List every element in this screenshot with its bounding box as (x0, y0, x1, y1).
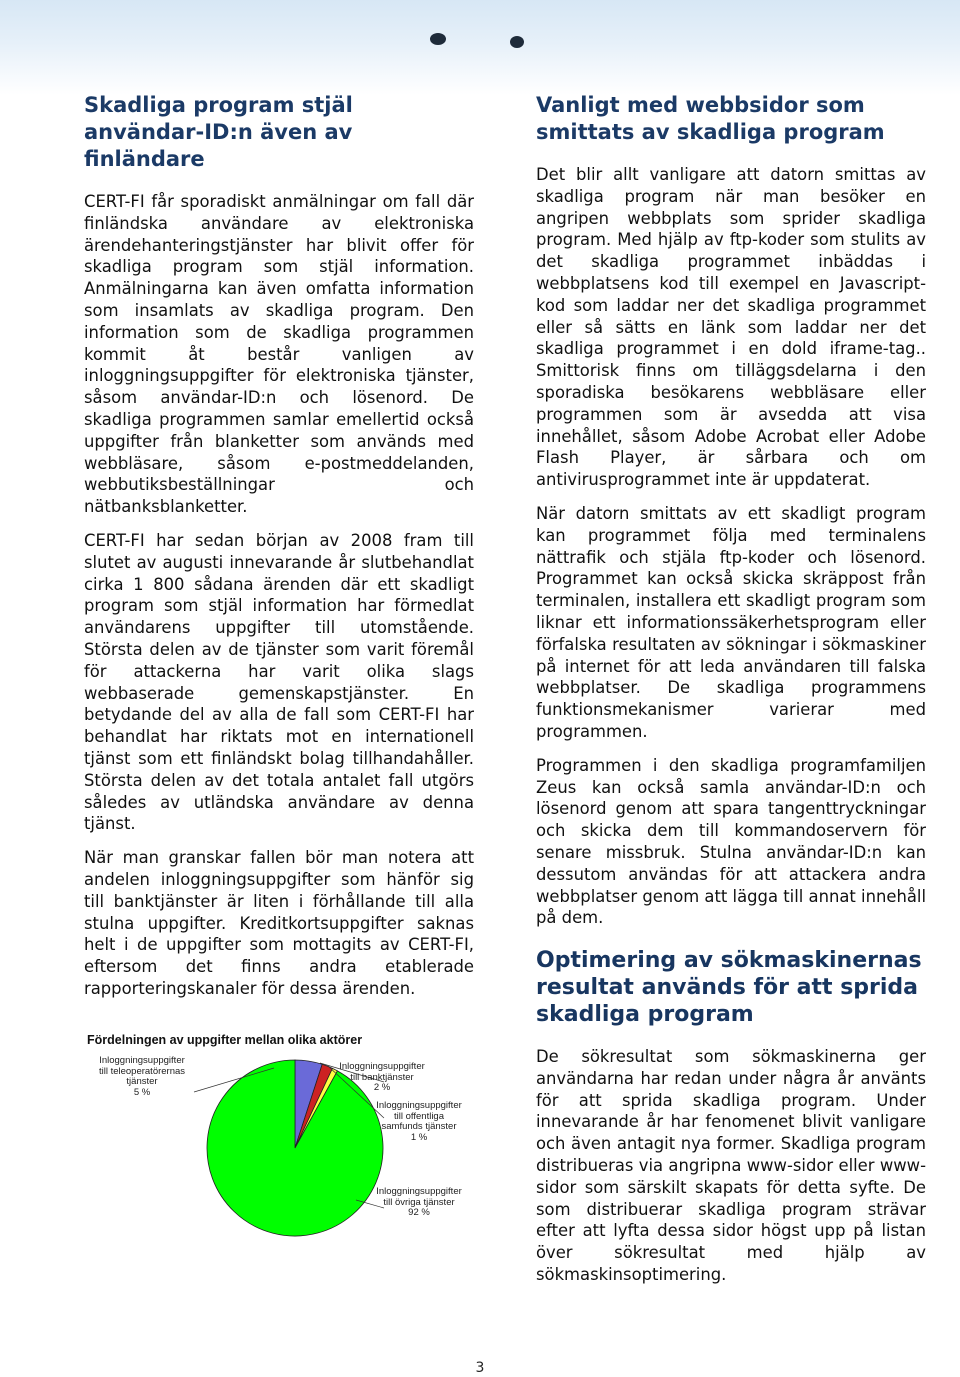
left-column (84, 92, 474, 1012)
decorative-dot (510, 36, 524, 48)
article-heading: Skadliga program stjäl användar-ID:n även av finländare (84, 93, 353, 171)
paragraph: Programmen i den skadliga programfamiljen Zeus kan också samla användar-ID:n och lösenord genom att spara tangenttryckningar och skicka dem till kommandoservern för senare missbruk. Stulna användar-ID:n kan dessutom användas för att attackera andra webbplatser genom att lägga till annat innehåll på dem. (536, 755, 926, 928)
pie-chart (84, 1030, 484, 1240)
chart-title: Fördelningen av uppgifter mellan olika aktörer (87, 1033, 363, 1047)
paragraph: De sökresultat som sökmaskinerna ger användarna har redan under några år använts för att sprida skadliga program. Under innevarande år har fenomenet blivit vanligare och även antagit nya former. Skadliga program distribueras via angripna www-sidor eller www-sidor som särskilt skapats för detta syfte. De som distribuerar skadliga program strävar efter att lyfta dessa sidor högst upp på listan över sökresultat med hjälp av sökmaskinsoptimering. (536, 1047, 926, 1285)
article-heading: Optimering av sökmaskinernas resultat används för att sprida skadliga program (536, 948, 922, 1028)
paragraph: När datorn smittats av ett skadligt program kan programmet följa med terminalens nättrafik och stjäla ftp-koder och lösenord. Programmet kan också skicka skräppost från terminalen, installera ett skadligt program som liknar ett informationssäkerhetsprogram eller förfalska resultaten av sökningar i sökmaskiner på internet för att leda användaren till falska webbplatser. De skadliga programmens funktionsmekanismer varierar med programmen. (536, 503, 926, 741)
page-number: 3 (475, 1360, 485, 1376)
paragraph: CERT-FI får sporadiskt anmälningar om fall där finländska användare av elektroniska ärendehanteringstjänster har blivit offer för skadliga program som stjäl information. Anmälningarna kan även omfatta information som insamlats av skadliga program. Den information som de skadliga programmen kommit åt består vanligen av inloggningsuppgifter för elektroniska tjänster, såsom användar-ID:n och lösenord. De skadliga programmen samlar emellertid också uppgifter från blanketter som används med webbläsare, såsom e-postmeddelanden, webbutiksbeställningar och nätbanksblanketter. (84, 192, 474, 517)
article-heading: Vanligt med webbsidor som smittats av skadliga program (536, 93, 885, 144)
header-gradient-band (0, 0, 960, 95)
slice-label-other: Inloggningsuppgifter till övriga tjänster 92 % (376, 1186, 462, 1218)
slice-label-teleop: Inloggningsuppgifter till teleoperatörernas tjänster 5 % (98, 1055, 186, 1098)
paragraph: När man granskar fallen bör man notera att andelen inloggningsuppgifter som hänför sig till banktjänster är liten i förhållande till alla stulna uppgifter. Kreditkortsuppgifter saknas helt i de uppgifter som mottagits av CERT-FI, eftersom det finns andra etablerade rapporteringskanaler för dessa ärenden. (84, 848, 474, 998)
decorative-dot (430, 33, 446, 45)
paragraph: CERT-FI har sedan början av 2008 fram till slutet av augusti innevarande år slutbehandlat cirka 1 800 sådana ärenden där ett skadligt program som stjäl information har förmedlat användarens uppgifter till utomstående. Största delen av de tjänster som varit föremål för attackerna har varit olika slags webbaserade gemenskapstjänster. En betydande del av alla de fall som CERT-FI har behandlat har riktats mot en internationell tjänst som ett finländskt bolag tillhandahåller. Största delen av det totala antalet fall utgörs således av utländska användare av denna tjänst. (84, 530, 474, 834)
paragraph: Det blir allt vanligare att datorn smittas av skadliga program när man besöker en angripen webbplats som sprider skadliga program. Med hjälp av ftp-koder som stulits av det skadliga programmet inbäddas i webbplatsens kod till exempel en Javascript-kod som laddar ner det skadliga programmet eller så sätts en länk som laddar ner det skadliga programmet i en dold iframe-tag.. Smittorisk finns om tilläggsdelarna i den sporadiska besökarens webbläsare eller programmen som är avsedda att visa innehållet, såsom Adobe Acrobat eller Adobe Flash Player, är sårbara och om antivirusprogrammet inte är uppdaterat. (536, 165, 926, 490)
right-column (536, 92, 926, 1298)
slice-label-public: Inloggningsuppgifter till offentliga samfunds tjänster 1 % (376, 1100, 462, 1143)
slice-label-bank: Inloggningsuppgifter till banktjänster 2 % (339, 1061, 425, 1093)
